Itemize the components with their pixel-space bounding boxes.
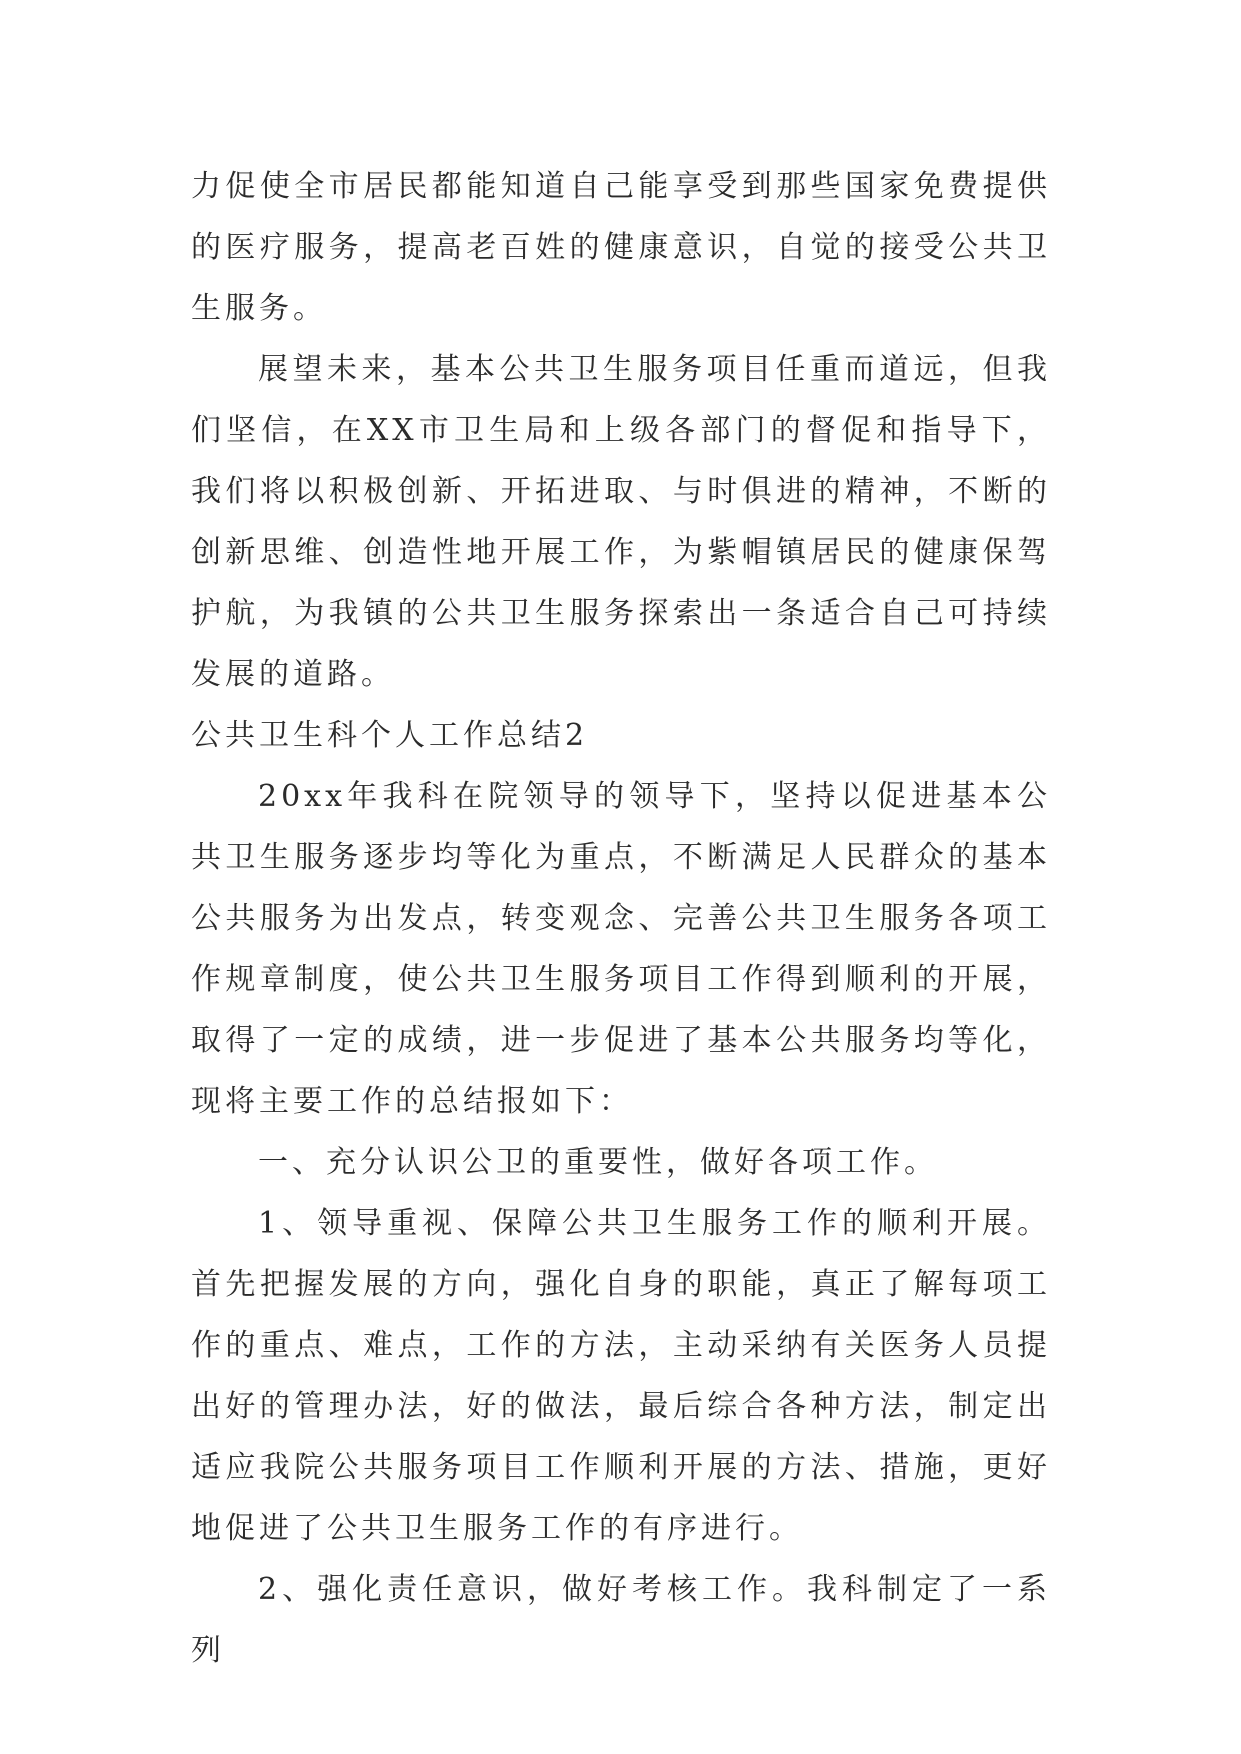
paragraph-intro: 20xx年我科在院领导的领导下，坚持以促进基本公共卫生服务逐步均等化为重点，不断满足人民群众的基本公共服务为出发点，转变观念、完善公共卫生服务各项工作规章制度，使公共卫生服务项目工作得到顺利的开展，取得了一定的成绩，进一步促进了基本公共服务均等化，现将主要工作的总结报如下： <box>191 779 1051 1119</box>
paragraph-item-2: 2、强化责任意识，做好考核工作。我科制定了一系列 <box>191 1572 1051 1668</box>
paragraph-item-1: 1、领导重视、保障公共卫生服务工作的顺利开展。首先把握发展的方向，强化自身的职能，真正了解每项工作的重点、难点，工作的方法，主动采纳有关医务人员提出好的管理办法，好的做法，最后综合各种方法，制定出适应我院公共服务项目工作顺利开展的方法、措施，更好地促进了公共卫生服务工作的有序进行。 <box>191 1206 1051 1546</box>
paragraph-continuation: 力促使全市居民都能知道自己能享受到那些国家免费提供的医疗服务，提高老百姓的健康意识，自觉的接受公共卫生服务。 <box>191 169 1051 326</box>
document-body <box>191 156 1051 1681</box>
paragraph-point-one: 一、充分认识公卫的重要性，做好各项工作。 <box>258 1145 938 1180</box>
paragraph-outlook: 展望未来，基本公共卫生服务项目任重而道远，但我们坚信，在XX市卫生局和上级各部门的督促和指导下，我们将以积极创新、开拓进取、与时俱进的精神，不断的创新思维、创造性地开展工作，为紫帽镇居民的健康保驾护航，为我镇的公共卫生服务探索出一条适合自己可持续发展的道路。 <box>191 352 1051 692</box>
section-title: 公共卫生科个人工作总结2 <box>191 718 589 753</box>
